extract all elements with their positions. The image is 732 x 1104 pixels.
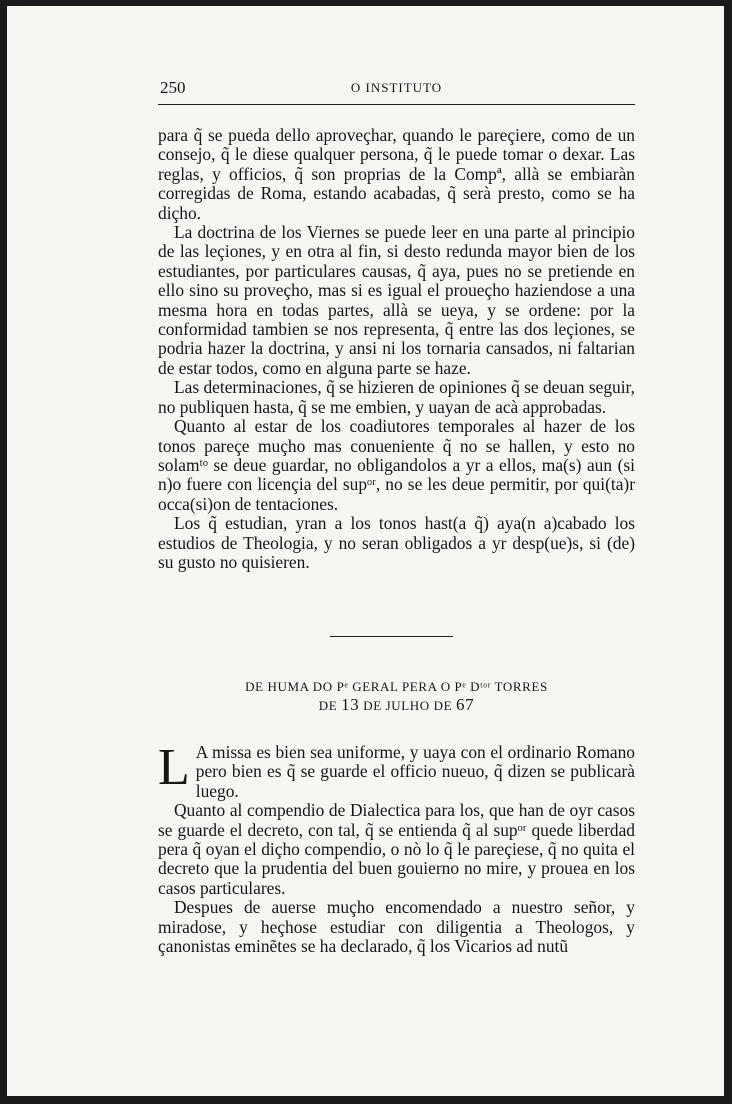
letter-first-paragraph [158,739,635,801]
running-title: O INSTITUTO [350,80,443,95]
heading-middle: DE JULHO DE [363,698,453,713]
paragraph: Quanto al compendio de Dialectica para los, que han de oyr casos se guarde el decreto, con tal, q̃ se entienda q̃ al supᵒʳ quede liberdad pera q̃ oyan el diçho compendio, o nò lo q̃ le pareçiese, q̃ no quita el decreto que la prudentia del buen gouierno no mire, y prouea en los casos particulares. [158,800,635,898]
paragraph: La doctrina de los Viernes se puede leer en una parte al principio de las leçiones, y en otra al fin, si desto redunda mayor bien de los estudiantes, por particulares causas, q̃ aya, pues no se pretiende en ello sino su proveçho, mas si es igual el proueçho haziendose a una mesma hora en todas partes, allà se ueya, y se ordene: por la conformidad tambien se nos representa, q̃ entre las dos leçiones, se podria hazer la doctrina, y ansi ni los tornaria cansados, ni faltarian de estar todos, como en alguna parte se haze. [158,222,635,378]
heading-year: 67 [456,695,475,714]
heading-day: 13 [341,695,360,714]
first-paragraph-text: A missa es bien sea uniforme, y uaya con el ordinario Romano pero bien es q̃ se guarde el officio nueuo, q̃ dizen se publicarà luego. [195,742,635,801]
heading-line-2 [158,696,635,715]
paragraph: Las determinaciones, q̃ se hizieren de opiniones q̃ se deuan seguir, no publiquen hasta, q̃ se me embien, y uayan de acà approbadas. [158,377,635,417]
drop-cap: L [158,739,190,796]
paragraph: para q̃ se pueda dello aproveçhar, quando le pareçiere, como de un consejo, q̃ le diese qualquer persona, q̃ le puede tomar o dexar. Las reglas, y officios, q̃ son proprias de la Compª, allà se embiaràn corregidas de Roma, estando acabadas, q̃ serà presto, como se ha diçho. [158,125,635,223]
section-heading [158,678,635,715]
paragraph: Despues de auerse muçho encomendado a nuestro señor, y miradose, y heçhose estudiar con diligentia a Theologos, y çanonistas eminẽtes se ha declarado, q̃ los Vicarios ad nutũ [158,897,635,957]
section-divider [330,636,453,637]
page-header [158,78,635,105]
heading-line-1: DE HUMA DO Pᵉ GERAL PERA O Pᵉ Dᵗᵒʳ TORRES [245,679,548,694]
book-page [7,6,724,1096]
paragraph: Los q̃ estudian, yran a los tonos hast(a q̃) aya(n a)cabado los estudios de Theologia, y no seran obligados a yr desp(ue)s, si (de) su gusto no quisieren. [158,513,635,572]
letter-body [158,739,635,957]
heading-prefix: DE [318,698,338,713]
body-text-top [158,126,635,572]
paragraph: Quanto al estar de los coadiutores temporales al hazer de los tonos pareçe muçho mas conueniente q̃ no se hallen, y esto no solamᵗᵒ se deue guardar, no obligandolos a yr a ellos, ma(s) aun (si n)o fuere con licençia del supᵒʳ, no se les deue permitir, por qui(ta)r occa(si)on de tentaciones. [158,416,635,514]
page-number: 250 [160,78,186,97]
